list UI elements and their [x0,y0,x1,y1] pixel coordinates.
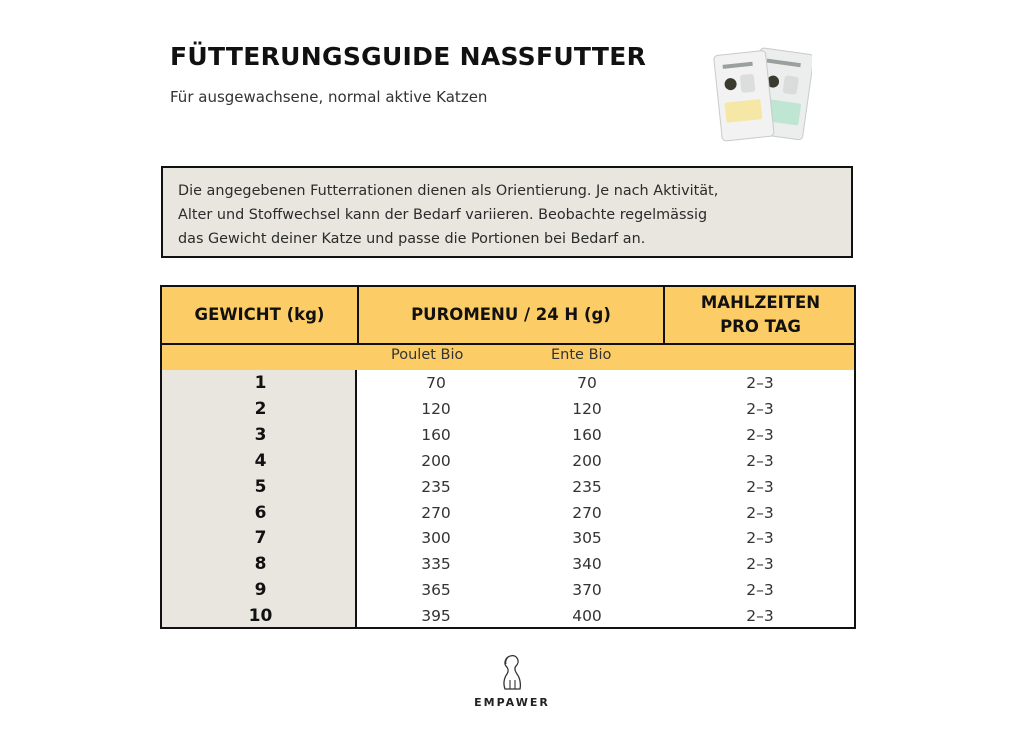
weight-cell: 5 [254,476,267,497]
weight-cell: 10 [248,606,273,627]
header-meals [665,287,856,343]
table-row [162,396,854,422]
table-row [162,525,854,551]
header-product: PUROMENU / 24 H (g) [411,305,611,324]
weight-cell: 9 [254,580,267,601]
info-line: Die angegebenen Futterrationen dienen als Orientierung. Je nach Aktivität, [178,183,719,199]
brand-logo [462,654,562,709]
page-title: FÜTTERUNGSGUIDE NASSFUTTER [170,42,647,71]
meals-cell: 2–3 [746,503,774,522]
meals-cell: 2–3 [746,425,774,444]
table-row [162,603,854,629]
ente-cell: 160 [572,425,602,444]
poulet-cell: 200 [421,451,451,470]
info-box [161,166,853,258]
weight-cell: 1 [254,373,267,393]
ente-cell: 270 [572,503,602,522]
table-row [162,577,854,603]
ente-cell: 70 [577,374,597,392]
table-row [162,422,854,448]
subheader-poulet: Poulet Bio [391,347,464,363]
poulet-cell: 70 [426,374,446,392]
table-row [162,370,854,396]
ente-cell: 200 [572,451,602,470]
meals-cell: 2–3 [746,451,774,470]
poulet-cell: 395 [421,607,451,626]
meals-cell: 2–3 [746,374,774,392]
poulet-cell: 270 [421,503,451,522]
table-row [162,551,854,577]
weight-cell: 2 [254,398,267,419]
feeding-table [160,285,856,629]
weight-cell: 8 [254,554,267,575]
weight-cell: 3 [254,424,267,445]
weight-cell: 4 [254,450,267,471]
meals-cell: 2–3 [746,581,774,600]
food-pouch-icon [712,47,812,147]
ente-cell: 370 [572,581,602,600]
brand-name: EMPAWER [474,696,550,709]
poulet-cell: 120 [421,399,451,418]
header-meals-line1: MAHLZEITEN [700,293,821,312]
ente-cell: 235 [572,477,602,496]
poulet-cell: 300 [421,529,451,548]
info-line: das Gewicht deiner Katze und passe die Portionen bei Bedarf an. [178,231,646,247]
ente-cell: 120 [572,399,602,418]
weight-cell: 6 [254,502,267,523]
ente-cell: 340 [572,555,602,574]
subheader-ente: Ente Bio [551,347,612,363]
meals-cell: 2–3 [746,477,774,496]
table-header [162,287,854,345]
header-weight: GEWICHT (kg) [194,305,325,324]
meals-cell: 2–3 [746,399,774,418]
meals-cell: 2–3 [746,529,774,548]
poulet-cell: 235 [421,477,451,496]
poulet-cell: 365 [421,581,451,600]
table-subheader [162,345,854,370]
poulet-cell: 335 [421,555,451,574]
info-line: Alter und Stoffwechsel kann der Bedarf variieren. Beobachte regelmässig [178,207,708,223]
table-row [162,448,854,474]
weight-cell: 7 [254,528,267,549]
meals-cell: 2–3 [746,555,774,574]
dog-outline-icon [499,654,525,692]
page-subtitle: Für ausgewachsene, normal aktive Katzen [170,88,488,106]
table-row [162,500,854,526]
table-row [162,474,854,500]
header-meals-line2: PRO TAG [720,317,801,336]
meals-cell: 2–3 [746,607,774,626]
ente-cell: 305 [572,529,602,548]
ente-cell: 400 [572,607,602,626]
poulet-cell: 160 [421,425,451,444]
